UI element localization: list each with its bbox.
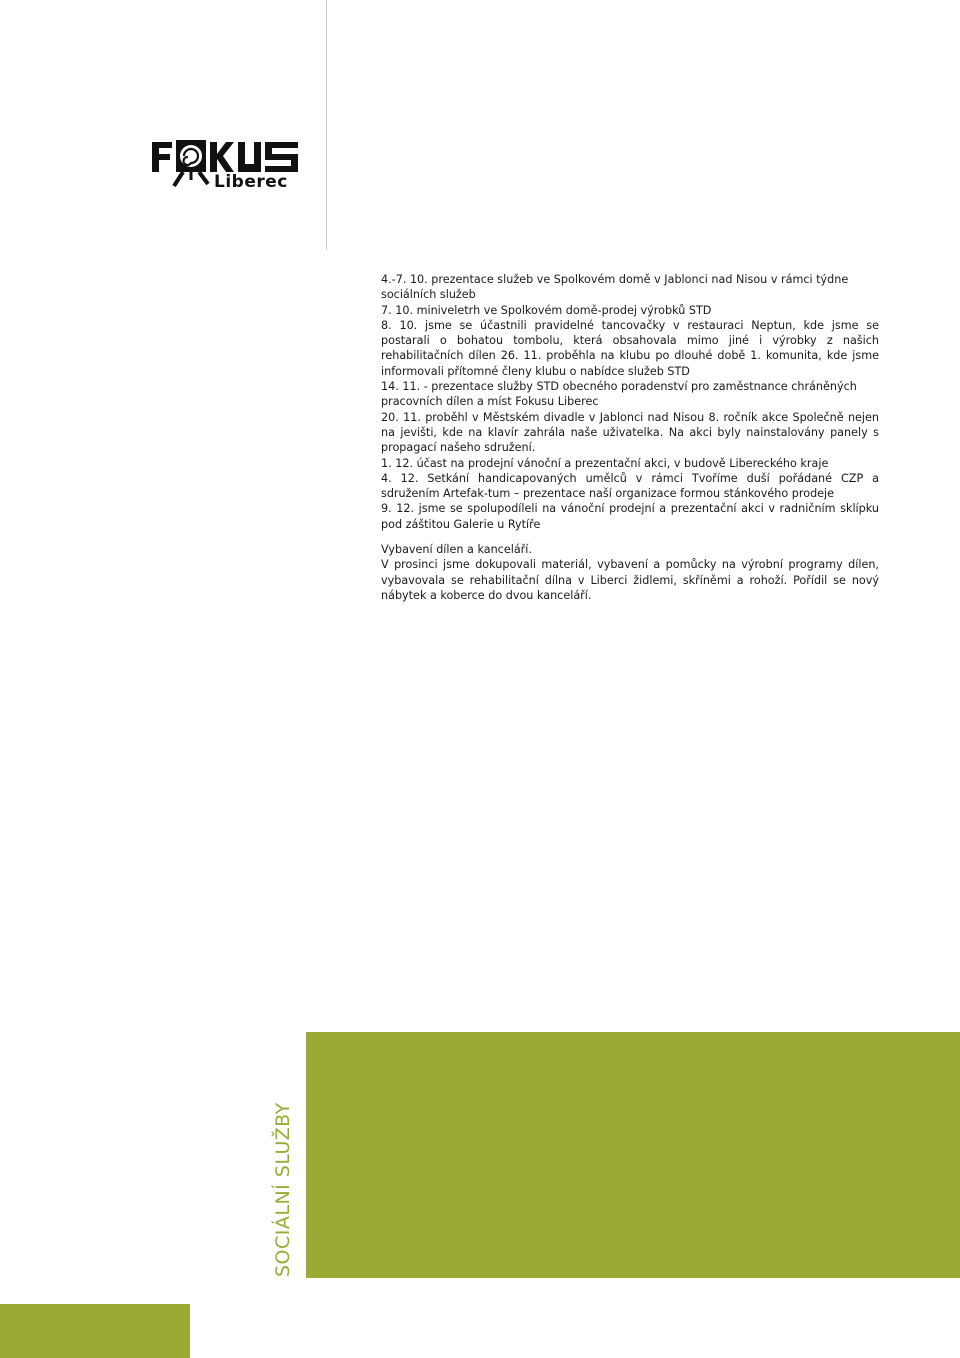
- event-item: 14. 11. - prezentace služby STD obecného poradenství pro zaměstnance chráněných pracovních dílen a míst Fokusu Liberec: [381, 380, 857, 409]
- section-heading: Vybavení dílen a kanceláří.: [381, 543, 532, 557]
- section-body: V prosinci jsme dokupovali materiál, vybavení a pomůcky na výrobní programy dílen, vybavovala se rehabilitační dílna v Liberci židlemi, skříněmi a rohoží. Pořídil se nový nábytek a koberce do dvou kanceláří.: [381, 558, 879, 602]
- sidebar-section-label: [270, 1087, 300, 1277]
- event-item: 4. 12. Setkání handicapovaných umělců v rámci Tvoříme duší pořádané CZP a sdružením Artefak-tum – prezentace naší organizace formou stánkového prodeje: [381, 471, 879, 501]
- green-accent-panel: [306, 1032, 960, 1278]
- event-item: 4.-7. 10. prezentace služeb ve Spolkovém domě v Jablonci nad Nisou v rámci týdne sociálních služeb: [381, 273, 849, 302]
- event-item: 20. 11. proběhl v Městském divadle v Jablonci nad Nisou 8. ročník akce Společně nejen na jevišti, kde na klavír zahrála naše uživatelka. Na akci byly nainstalovány panely s propagací našeho sdružení.: [381, 410, 879, 455]
- event-item: 1. 12. účast na prodejní vánoční a prezentační akci, v budově Libereckého kraje: [381, 456, 829, 470]
- green-footer-block: [0, 1304, 190, 1358]
- sidebar-label-text: SOCIÁLNÍ SLUŽBY: [272, 1102, 294, 1277]
- paragraph-spacer: [381, 532, 879, 542]
- document-body: [381, 272, 879, 603]
- top-divider-line: [326, 0, 327, 250]
- fokus-liberec-logo: [150, 136, 302, 192]
- event-item: 8. 10. jsme se účastnili pravidelné tancovačky v restauraci Neptun, kde jsme se postarali o bohatou tombolu, která obsahovala mimo jiné i výrobky z našich rehabilitačních dílen 26. 11. proběhla na klubu po dlouhé době 1. komunita, kde jsme informovali přítomné členy klubu o nabídce služeb STD: [381, 318, 879, 378]
- logo-subtitle: Liberec: [214, 172, 288, 192]
- event-item: 9. 12. jsme se spolupodíleli na vánoční prodejní a prezentační akci v radničním sklípku pod záštitou Galerie u Rytíře: [381, 502, 879, 531]
- event-item: 7. 10. miniveletrh ve Spolkovém domě-prodej výrobků STD: [381, 303, 712, 317]
